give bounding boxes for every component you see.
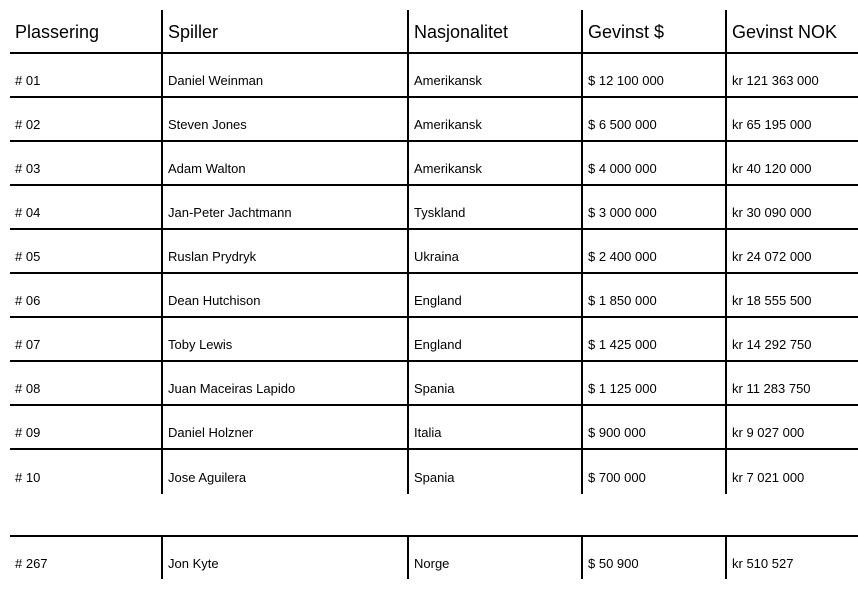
winnings-usd-cell: $ 12 100 000: [581, 54, 725, 96]
nationality-cell: Italia: [407, 406, 581, 448]
placement-cell: # 08: [15, 380, 41, 396]
placement-cell: # 02: [15, 116, 41, 132]
player-cell: Jon Kyte: [161, 537, 407, 579]
nationality-cell: Amerikansk: [407, 98, 581, 140]
winnings-usd-cell: $ 6 500 000: [581, 98, 725, 140]
table-row: [10, 362, 858, 406]
player-cell: Jose Aguilera: [161, 450, 407, 494]
nationality-cell: Amerikansk: [407, 142, 581, 184]
highlighted-player-row: [10, 537, 858, 579]
winnings-usd-cell: $ 4 000 000: [581, 142, 725, 184]
winnings-nok-cell: kr 9 027 000: [725, 406, 858, 448]
player-cell: Juan Maceiras Lapido: [161, 362, 407, 404]
nationality-cell: Ukraina: [407, 230, 581, 272]
winnings-nok-cell: kr 11 283 750: [725, 362, 858, 404]
table-row: [10, 54, 858, 98]
results-table: [10, 10, 858, 494]
winnings-usd-cell: $ 50 900: [581, 537, 725, 579]
player-cell: Dean Hutchison: [161, 274, 407, 316]
nationality-cell: Amerikansk: [407, 54, 581, 96]
nationality-cell: Norge: [407, 537, 581, 579]
table-row: [10, 98, 858, 142]
table-row: [10, 318, 858, 362]
table-header-row: [10, 10, 858, 54]
player-cell: Daniel Weinman: [161, 54, 407, 96]
winnings-usd-cell: $ 900 000: [581, 406, 725, 448]
winnings-nok-cell: kr 30 090 000: [725, 186, 858, 228]
header-winnings-usd: Gevinst $: [581, 10, 725, 52]
placement-cell: # 03: [15, 160, 41, 176]
winnings-usd-cell: $ 3 000 000: [581, 186, 725, 228]
nationality-cell: Tyskland: [407, 186, 581, 228]
placement-cell: # 10: [15, 469, 41, 485]
player-cell: Toby Lewis: [161, 318, 407, 360]
placement-cell: # 267: [15, 555, 48, 571]
table-row: [10, 230, 858, 274]
winnings-nok-cell: kr 14 292 750: [725, 318, 858, 360]
header-nationality: Nasjonalitet: [407, 10, 581, 52]
nationality-cell: England: [407, 318, 581, 360]
placement-cell: # 01: [15, 72, 41, 88]
header-winnings-nok: Gevinst NOK: [725, 10, 858, 52]
nationality-cell: England: [407, 274, 581, 316]
placement-cell: # 09: [15, 424, 41, 440]
nationality-cell: Spania: [407, 450, 581, 494]
table-row: [10, 274, 858, 318]
table-row: [10, 406, 858, 450]
header-player: Spiller: [161, 10, 407, 52]
header-placement: Plassering: [15, 22, 100, 42]
winnings-nok-cell: kr 24 072 000: [725, 230, 858, 272]
winnings-usd-cell: $ 1 125 000: [581, 362, 725, 404]
table-row: [10, 450, 858, 494]
winnings-usd-cell: $ 1 850 000: [581, 274, 725, 316]
winnings-nok-cell: kr 40 120 000: [725, 142, 858, 184]
player-cell: Daniel Holzner: [161, 406, 407, 448]
table-row: [10, 142, 858, 186]
player-cell: Jan-Peter Jachtmann: [161, 186, 407, 228]
winnings-nok-cell: kr 65 195 000: [725, 98, 858, 140]
winnings-usd-cell: $ 2 400 000: [581, 230, 725, 272]
placement-cell: # 05: [15, 248, 41, 264]
placement-cell: # 04: [15, 204, 41, 220]
winnings-usd-cell: $ 700 000: [581, 450, 725, 494]
table-row: [10, 186, 858, 230]
nationality-cell: Spania: [407, 362, 581, 404]
winnings-nok-cell: kr 510 527: [725, 537, 858, 579]
winnings-usd-cell: $ 1 425 000: [581, 318, 725, 360]
placement-cell: # 07: [15, 336, 41, 352]
winnings-nok-cell: kr 121 363 000: [725, 54, 858, 96]
player-cell: Steven Jones: [161, 98, 407, 140]
winnings-nok-cell: kr 7 021 000: [725, 450, 858, 494]
winnings-nok-cell: kr 18 555 500: [725, 274, 858, 316]
player-cell: Adam Walton: [161, 142, 407, 184]
player-cell: Ruslan Prydryk: [161, 230, 407, 272]
placement-cell: # 06: [15, 292, 41, 308]
